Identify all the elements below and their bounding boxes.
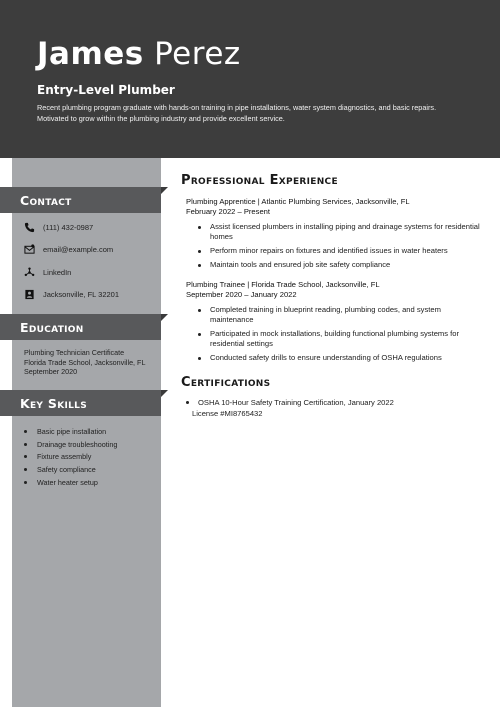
bullet-dot [24, 443, 27, 446]
education-band-fold [161, 314, 168, 321]
job-dates: September 2020 – January 2022 [186, 290, 297, 299]
job-entry [186, 197, 481, 270]
contact-linkedin[interactable] [24, 266, 71, 278]
bullet-dot [24, 468, 27, 471]
resume-header [0, 0, 500, 158]
list-item: Participated in mock installations, building functional plumbing systems for residential settings [198, 329, 481, 349]
email-icon [24, 244, 35, 255]
contact-phone[interactable] [24, 221, 93, 233]
certification-item: OSHA 10-Hour Safety Training Certification, January 2022 [186, 397, 481, 408]
education-details [24, 348, 156, 377]
education-school: Florida Trade School, Jacksonville, FL [24, 357, 146, 367]
candidate-name [37, 36, 241, 72]
first-name: James [37, 36, 144, 72]
list-item: Fixture assembly [24, 451, 117, 464]
contact-location [24, 288, 119, 300]
certifications-heading: Certifications [181, 375, 271, 390]
experience-heading: Professional Experience [181, 173, 338, 188]
last-name: Perez [154, 36, 241, 72]
phone-icon [24, 222, 35, 233]
contact-band-fold [161, 187, 168, 194]
list-item: Completed training in blueprint reading, plumbing codes, and system maintenance [198, 305, 481, 325]
email-text: email@example.com [43, 244, 114, 254]
main-column [181, 173, 481, 419]
list-item: Safety compliance [24, 463, 117, 476]
license-number: License #MI8765432 [192, 409, 263, 418]
job-title: Entry-Level Plumber [37, 83, 175, 97]
contact-heading: Contact [20, 193, 72, 208]
job-bullets [198, 222, 481, 270]
skills-heading-band [0, 390, 161, 416]
job-dates: February 2022 – Present [186, 207, 271, 216]
skills-band-fold [161, 390, 168, 397]
job-title-line: Plumbing Apprentice | Atlantic Plumbing Services, Jacksonville, FL [186, 197, 410, 206]
contact-heading-band [0, 187, 161, 213]
education-heading: Education [20, 320, 84, 335]
location-icon [24, 289, 35, 300]
list-item: Water heater setup [24, 476, 117, 489]
contact-email[interactable] [24, 243, 113, 255]
job-entry [186, 280, 481, 363]
list-item: Assist licensed plumbers in installing piping and drainage systems for residential homes [198, 222, 481, 242]
summary: Recent plumbing program graduate with hands-on training in pipe installations, water system diagnostics, and basic repairs. Motivated to grow within the plumbing industry and provide excellent service. [37, 103, 437, 123]
location-text: Jacksonville, FL 32201 [43, 289, 120, 299]
list-item: Basic pipe installation [24, 425, 117, 438]
job-bullets [198, 305, 481, 363]
list-item: Maintain tools and ensured job site safety compliance [198, 260, 481, 270]
job-title-line: Plumbing Trainee | Florida Trade School, Jacksonville, FL [186, 280, 380, 289]
education-certificate: Plumbing Technician Certificate [24, 348, 125, 357]
skills-heading: Key Skills [20, 396, 87, 411]
education-heading-band [0, 314, 161, 340]
bullet-dot [24, 455, 27, 458]
linkedin-icon [24, 267, 35, 278]
bullet-dot [24, 430, 27, 433]
education-date: September 2020 [24, 367, 78, 376]
list-item: Perform minor repairs on fixtures and identified issues in water heaters [198, 246, 481, 256]
linkedin-text: LinkedIn [43, 267, 72, 277]
bullet-dot [24, 481, 27, 484]
skills-list [24, 425, 117, 489]
phone-text: (111) 432-0987 [43, 222, 94, 232]
list-item: Drainage troubleshooting [24, 438, 117, 451]
list-item: Conducted safety drills to ensure understanding of OSHA regulations [198, 353, 481, 363]
